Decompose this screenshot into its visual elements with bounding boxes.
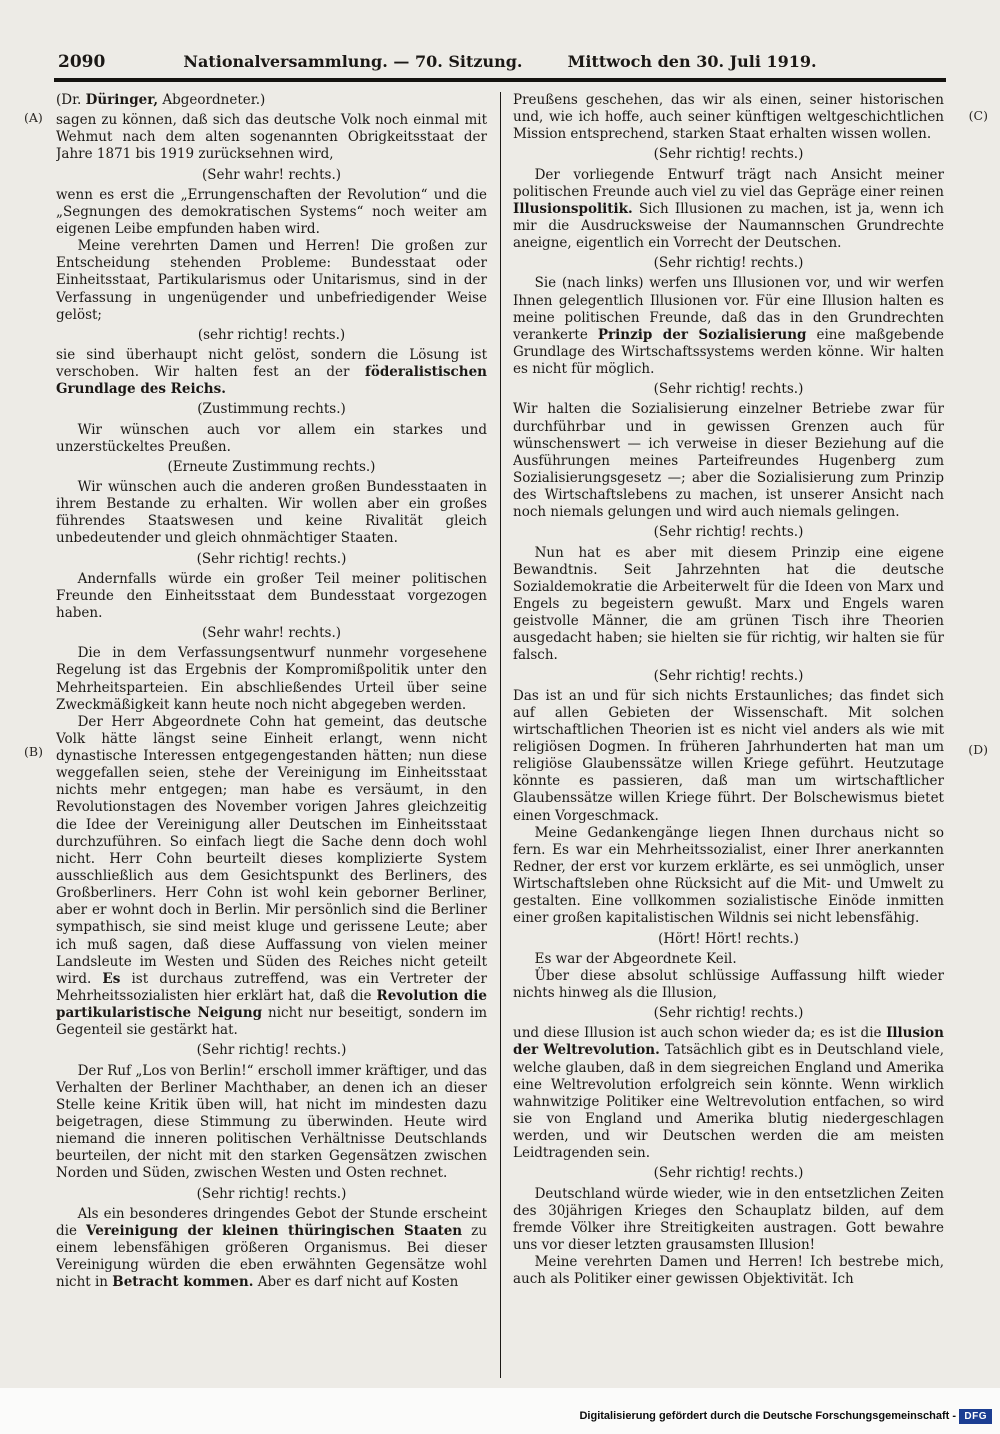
margin-marker-d: (D)	[968, 742, 988, 757]
text-columns	[56, 92, 944, 1384]
paragraph: und diese Illusion ist auch schon wieder da; es ist die Illusion der Weltrevolution. Tatsächlich gibt es in Deutschland viele, welche glauben, daß in dem siegreichen England und Amerika eine Weltrevolution erfolgreich sein könnte. Wenn wirklich wahnwitzige Politiker eine Weltrevolution entfachen, so wird sie von England und Amerika blutig niedergeschlagen werden, und wir Deutschen werden die am meisten Leidtragenden sein.	[513, 1025, 944, 1162]
paragraph: Es war der Abgeordnete Keil.	[534, 950, 737, 967]
margin-marker-c: (C)	[968, 108, 988, 123]
interjection: (Sehr richtig! rechts.)	[653, 255, 804, 272]
right-column	[513, 92, 944, 1384]
left-column	[56, 92, 487, 1384]
margin-marker-a: (A)	[24, 110, 43, 125]
paragraph: Der Ruf „Los von Berlin!“ erscholl immer kräftiger, und das Verhalten der Berliner Machthaber, an denen ich an dieser Stelle keine Kritik üben will, hat nicht im mindesten dazu beigetragen, diese Stimmung zu überwinden. Heute wird niemand die inneren politischen Verhältnisse Deutschlands beurteilen, der nicht mit den starken Gegensätzen zwischen Norden und Süden, zwischen Westen und Osten rechnet.	[56, 1062, 487, 1182]
paragraph: Wir wünschen auch die anderen großen Bundesstaaten in ihrem Bestande zu erhalten. Wir wollen aber ein großes führendes Staatswesen und keine Rivalität gleich unbedeutender und gleich ohnmächtiger Staaten.	[56, 478, 487, 547]
paragraph: sie sind überhaupt nicht gelöst, sondern die Lösung ist verschoben. Wir halten fest an der föderalistischen Grundlage des Reichs.	[56, 346, 487, 398]
digitization-credit: Digitalisierung gefördert durch die Deutsche Forschungsgemeinschaft -	[579, 1410, 956, 1422]
interjection: (Zustimmung rechts.)	[197, 401, 346, 418]
interjection: (Sehr richtig! rechts.)	[196, 1042, 347, 1059]
paragraph: Preußens geschehen, das wir als einen, seiner historischen und, wie ich hoffe, auch seiner künftigen weltgeschichtlichen Mission entsprechend, starken Staat erhalten wissen wollen.	[513, 92, 944, 143]
paragraph: wenn es erst die „Errungenschaften der Revolution“ und die „Segnungen des demokratischen Systems“ noch weiter am eigenen Leibe empfunden haben wird.	[56, 186, 487, 237]
paragraph: Der Herr Abgeordnete Cohn hat gemeint, das deutsche Volk hätte längst seine Einheit erlangt, wenn nicht dynastische Interessen entgegengestanden hätten; nun diese weggefallen seien, stehe der Vereinigung im Einheitsstaat nichts mehr entgegen; man habe es versäumt, in den Revolutionstagen des November vorigen Jahres gleichzeitig die Idee der Vereinigung aller Deutschen im Einheitsstaat durchzuführen. So einfach liegt die Sache denn doch wohl nicht. Herr Cohn beurteilt dieses komplizierte System ausschließlich aus dem Gesichtspunkt des Berliners, des Großberliners. Herr Cohn ist wohl kein geborner Berliner, aber er wohnt doch in Berlin. Mir persönlich sind die Berliner sympathisch, sie sind meist kluge und gerissene Leute; aber ich muß sagen, daß diese Auffassung von vielen meiner Landsleute im Westen und Süden des Reiches nicht geteilt wird. Es ist durchaus zutreffend, was ein Vertreter der Mehrheitssozialisten hier erklärt hat, daß die Revolution die partikularistische Neigung nicht nur beseitigt, sondern im Gegenteil sie gestärkt hat.	[56, 713, 487, 1039]
dfg-logo: DFG	[959, 1409, 992, 1424]
margin-marker-b: (B)	[24, 744, 43, 759]
paragraph: Über diese absolut schlüssige Auffassung hilft wieder nichts hinweg als die Illusion,	[513, 967, 944, 1002]
paragraph: Der vorliegende Entwurf trägt nach Ansicht meiner politischen Freunde auch viel zu viel das Gepräge einer reinen Illusionspolitik. Sich Illusionen zu machen, ist ja, wenn ich mir die Ausdrucksweise der Naumannschen Grundrechte aneigne, eigentlich ein Vorrecht der Deutschen.	[513, 166, 944, 252]
interjection: (Sehr richtig! rechts.)	[196, 550, 347, 567]
paragraph: Nun hat es aber mit diesem Prinzip eine eigene Bewandtnis. Seit Jahrzehnten hat die deutsche Sozialdemokratie die Arbeiterwelt für die Ideen von Marx und Engels zu begeistern gewußt. Marx und Engels waren geistvolle Männer, die am grünen Tisch ihre Theorien ausgedacht haben; sie hielten sie für richtig, wir halten sie für falsch.	[513, 544, 944, 664]
page-number: 2090	[58, 52, 106, 72]
paragraph: Meine verehrten Damen und Herren! Ich bestrebe mich, auch als Politiker einer gewissen Objektivität. Ich	[513, 1254, 944, 1288]
header-title-date: Mittwoch den 30. Juli 1919.	[567, 52, 817, 71]
interjection: (Sehr richtig! rechts.)	[653, 381, 804, 398]
column-divider	[500, 92, 501, 1378]
paragraph: Sie (nach links) werfen uns Illusionen vor, und wir werfen Ihnen gelegentlich Illusionen vor. Für eine Illusion halten es meine politischen Freunde, daß das in den Grundrechten verankerte Prinzip der Sozialisierung eine maßgebende Grundlage des Wirtschaftssystems werden könne. Wir halten es nicht für möglich.	[513, 275, 944, 378]
paragraph: Wir halten die Sozialisierung einzelner Betriebe zwar für durchführbar und in gewissen Grenzen auch für wünschenswert — ich verweise in dieser Beziehung auf die Ausführungen meines Parteifreundes Hugenberg zum Sozialisierungsgesetz —; aber die Sozialisierung zum Prinzip des Wirtschaftslebens zu machen, ist unserer Ansicht nach noch niemals gelungen und wird auch niemals gelingen.	[513, 401, 944, 521]
speaker-line: (Dr. Düringer, Abgeordneter.)	[56, 92, 266, 108]
digitization-footer	[0, 1388, 1000, 1434]
interjection: (Sehr richtig! rechts.)	[653, 1005, 804, 1022]
paragraph: sagen zu können, daß sich das deutsche Volk noch einmal mit Wehmut nach dem alten sogenannten Obrigkeitsstaat der Jahre 1871 bis 1919 zurücksehnen wird,	[56, 112, 487, 163]
interjection: (Hört! Hört! rechts.)	[658, 930, 799, 947]
paragraph: Meine Gedankengänge liegen Ihnen durchaus nicht so fern. Es war ein Mehrheitssozialist, einer Ihrer anerkannten Redner, der erst vor kurzem erklärte, es sei unmöglich, unser Wirtschaftsleben ohne Rücksicht auf die Mit- und Umwelt zu gestalten. Eine vollkommen sozialistische Einöde inmitten einer großen kapitalistischen Wildnis sei nicht lebensfähig.	[513, 824, 944, 927]
interjection: (Sehr richtig! rechts.)	[653, 146, 804, 163]
header-title	[56, 52, 944, 71]
paragraph: Deutschland würde wieder, wie in den entsetzlichen Zeiten des 30jährigen Krieges den Schauplatz bilden, auf dem fremde Völker ihre Streitigkeiten austragen. Gott bewahre uns vor dieser letzten grausamsten Illusion!	[513, 1185, 944, 1253]
interjection: (Sehr wahr! rechts.)	[201, 166, 342, 183]
paragraph: Andernfalls würde ein großer Teil meiner politischen Freunde den Einheitsstaat dem Bundesstaat vorgezogen haben.	[56, 570, 487, 621]
paragraph: Das ist an und für sich nichts Erstaunliches; das findet sich auf allen Gebieten der Wissenschaft. Mit solchen wirtschaftlichen Theorien ist es nicht viel anders als wie mit religiösen Dogmen. In früheren Jahrhunderten hat man um religiöse Glaubenssätze willen Kriege geführt. Heutzutage könnte es passieren, daß man um wirtschaftlicher Glaubenssätze willen Kriege führt. Der Bolschewismus bietet einen Vorgeschmack.	[513, 687, 944, 824]
interjection: (sehr richtig! rechts.)	[197, 326, 346, 343]
interjection: (Sehr richtig! rechts.)	[196, 1185, 347, 1202]
header-title-session: Nationalversammlung. — 70. Sitzung.	[183, 52, 523, 71]
paragraph: Als ein besonderes dringendes Gebot der Stunde erscheint die Vereinigung der kleinen thüringischen Staaten zu einem lebensfähigen größeren Organismus. Bei dieser Vereinigung würden die eben erwähnten Gegensätze wohl nicht in Betracht kommen. Aber es darf nicht auf Kosten	[56, 1205, 487, 1291]
paragraph: Meine verehrten Damen und Herren! Die großen zur Entscheidung stehenden Probleme: Bundesstaat oder Einheitsstaat, Partikularismus oder Unitarismus, sind in der Verfassung in ungenügender und unbefriedigender Weise gelöst;	[56, 238, 487, 323]
interjection: (Sehr richtig! rechts.)	[653, 1165, 804, 1182]
interjection: (Sehr richtig! rechts.)	[653, 524, 804, 541]
paragraph: Die in dem Verfassungsentwurf nunmehr vorgesehene Regelung ist das Ergebnis der Kompromißpolitik unter den Mehrheitsparteien. Ein abschließendes Urteil über seine Zweckmäßigkeit kann heute noch nicht abgegeben werden.	[56, 645, 487, 713]
page-header	[56, 52, 944, 76]
header-rule	[54, 78, 946, 82]
interjection: (Erneute Zustimmung rechts.)	[167, 458, 376, 475]
paragraph: Wir wünschen auch vor allem ein starkes und unzerstückeltes Preußen.	[56, 421, 487, 455]
interjection: (Sehr richtig! rechts.)	[653, 667, 804, 684]
interjection: (Sehr wahr! rechts.)	[201, 625, 342, 642]
